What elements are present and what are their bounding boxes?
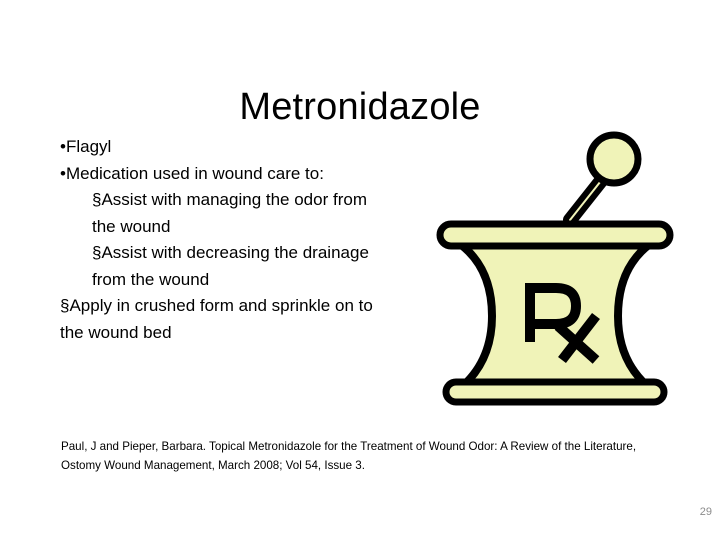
bullet-marker: • bbox=[60, 163, 66, 183]
slide-title: Metronidazole bbox=[239, 86, 481, 129]
bullet-marker: • bbox=[60, 137, 66, 156]
bullet-item bbox=[60, 161, 400, 188]
sub-bullet-text: Assist with managing the odor from the wound bbox=[92, 190, 367, 236]
mortar-pestle-rx-icon bbox=[430, 128, 680, 408]
bullet-marker: § bbox=[60, 296, 70, 315]
bullet-text: Flagyl bbox=[65, 137, 112, 156]
sub-bullet-marker: § bbox=[92, 243, 102, 262]
bullet-item bbox=[60, 293, 400, 346]
sub-bullet-text: Assist with decreasing the drainage from the wound bbox=[92, 243, 369, 289]
citation: Paul, J and Pieper, Barbara. Topical Metronidazole for the Treatment of Wound Odor: A Review of the Literature, Ostomy Wound Management, March 2008; Vol 54, Issue 3. bbox=[61, 440, 637, 472]
bullet-list bbox=[60, 134, 400, 346]
bullet-text: Apply in crushed form and sprinkle on to the wound bed bbox=[60, 296, 373, 342]
bullet-text: Medication used in wound care to: bbox=[65, 163, 324, 183]
sub-bullet-marker: § bbox=[92, 190, 102, 209]
mortar-rim bbox=[440, 224, 670, 246]
bullet-item bbox=[60, 134, 400, 161]
pestle-head bbox=[590, 135, 638, 183]
sub-bullet-item bbox=[60, 240, 382, 293]
sub-bullet-item bbox=[60, 187, 382, 240]
mortar-base bbox=[446, 382, 664, 402]
page-number: 29 bbox=[699, 506, 712, 518]
